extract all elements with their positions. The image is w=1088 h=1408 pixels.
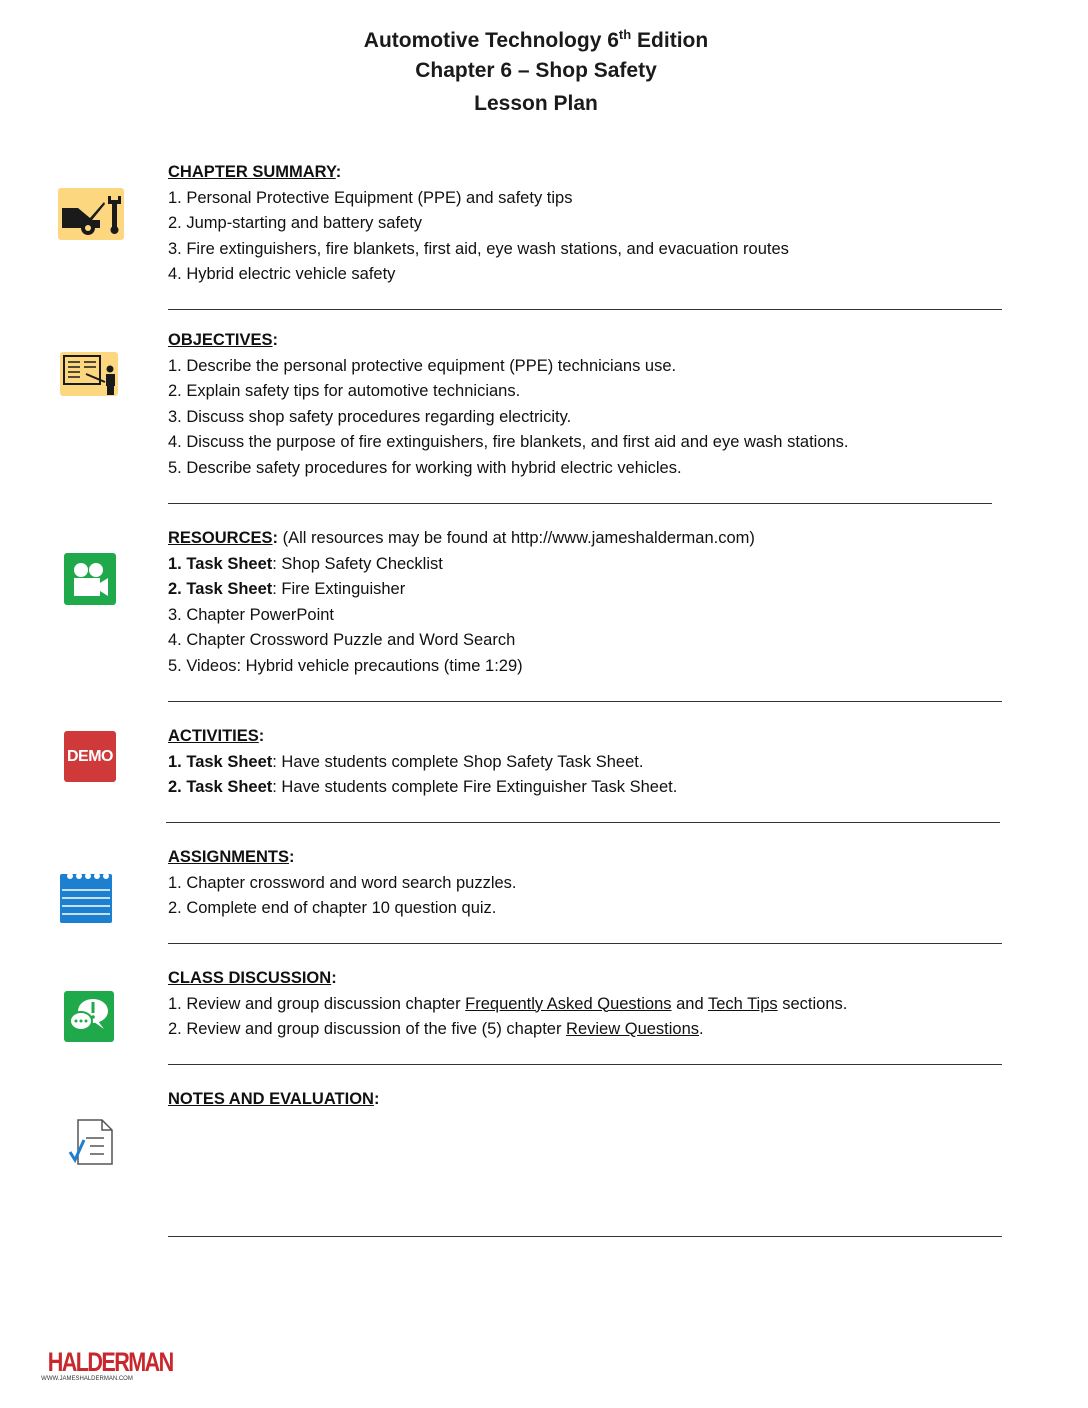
list-item: 1. Chapter crossword and word search puzzles. bbox=[168, 873, 517, 892]
section-heading: CLASS DISCUSSION bbox=[168, 969, 332, 987]
list-item: 4. Discuss the purpose of fire extinguishers, fire blankets, and first aid and eye wash stations. bbox=[168, 433, 849, 451]
title-line-1: Automotive Technology 6th Edition bbox=[363, 27, 709, 52]
divider bbox=[168, 503, 992, 504]
list-item: 4. Chapter Crossword Puzzle and Word Search bbox=[168, 631, 516, 649]
section-heading: ASSIGNMENTS bbox=[168, 848, 290, 866]
demo-icon: DEMO bbox=[64, 731, 116, 782]
list-item: 1. Describe the personal protective equipment (PPE) technicians use. bbox=[168, 356, 677, 375]
section-heading: ACTIVITIES bbox=[168, 727, 259, 745]
list-item: 5. Describe safety procedures for working with hybrid electric vehicles. bbox=[168, 458, 682, 477]
list-item: 3. Discuss shop safety procedures regarding electricity. bbox=[168, 407, 572, 426]
discussion-icon bbox=[64, 991, 114, 1042]
list-item: 5. Videos: Hybrid vehicle precautions (time 1:29) bbox=[168, 656, 523, 675]
list-item: 2. Task Sheet: Fire Extinguisher bbox=[168, 580, 406, 598]
activities-section: ACTIVITIES: 1. Task Sheet: Have students complete Shop Safety Task Sheet. 2. Task Sheet: Have students complete Fire Extinguisher Task Sheet. bbox=[168, 724, 677, 801]
list-item: 3. Fire extinguishers, fire blankets, first aid, eye wash stations, and evacuation routes bbox=[168, 239, 789, 258]
faq-link[interactable]: Frequently Asked Questions bbox=[465, 994, 672, 1013]
divider bbox=[168, 1064, 1002, 1065]
list-item: 3. Chapter PowerPoint bbox=[168, 605, 335, 624]
list-item: 1. Review and group discussion chapter Frequently Asked Questions and Tech Tips sections. bbox=[168, 994, 848, 1013]
title-line-2: Chapter 6 – Shop Safety bbox=[415, 59, 657, 82]
section-heading: OBJECTIVES bbox=[168, 331, 273, 349]
objectives-section: OBJECTIVES: 1. Describe the personal protective equipment (PPE) technicians use. 2. Explain safety tips for automotive technicians. 3. Discuss shop safety procedures regarding electricity. 4. Discuss the purpose of fire extinguishers, fire blankets, and first aid and eye wash stations. 5. Describe safety procedures for working with hybrid electric vehicles. bbox=[168, 328, 849, 481]
notepad-icon bbox=[60, 870, 112, 923]
list-item: 4. Hybrid electric vehicle safety bbox=[168, 265, 396, 283]
list-item: 2. Task Sheet: Have students complete Fire Extinguisher Task Sheet. bbox=[168, 778, 678, 796]
list-item: 2. Explain safety tips for automotive technicians. bbox=[168, 382, 521, 400]
divider bbox=[168, 943, 1002, 944]
class-discussion-section: CLASS DISCUSSION: 1. Review and group discussion chapter Frequently Asked Questions and Tech Tips sections. 2. Review and group discussion of the five (5) chapter Review Questions. bbox=[168, 966, 847, 1043]
list-item: 2. Review and group discussion of the five (5) chapter Review Questions. bbox=[168, 1020, 704, 1038]
divider bbox=[168, 309, 1002, 310]
list-item: 1. Task Sheet: Shop Safety Checklist bbox=[168, 554, 443, 573]
divider bbox=[168, 701, 1002, 702]
divider bbox=[168, 1236, 1002, 1237]
list-item: 2. Jump-starting and battery safety bbox=[168, 214, 423, 232]
list-item: 1. Personal Protective Equipment (PPE) and safety tips bbox=[168, 188, 573, 207]
notes-section: NOTES AND EVALUATION: bbox=[168, 1090, 380, 1108]
car-repair-icon bbox=[58, 188, 124, 240]
section-heading: NOTES AND EVALUATION bbox=[168, 1090, 374, 1108]
resources-section: RESOURCES: (All resources may be found at http://www.jameshalderman.com) 1. Task Sheet: Shop Safety Checklist 2. Task Sheet: Fire Extinguisher 3. Chapter PowerPoint 4. Chapter Crossword Puzzle and Word Search 5. Videos: Hybrid vehicle precautions (time 1:29) bbox=[168, 526, 755, 679]
list-item: 1. Task Sheet: Have students complete Shop Safety Task Sheet. bbox=[168, 752, 644, 771]
tech-tips-link[interactable]: Tech Tips bbox=[707, 994, 778, 1013]
assignments-section: ASSIGNMENTS: 1. Chapter crossword and word search puzzles. 2. Complete end of chapter 10 question quiz. bbox=[168, 845, 517, 922]
section-heading: CHAPTER SUMMARY bbox=[168, 163, 336, 181]
halderman-logo: HALDERMAN WWW.JAMESHALDERMAN.COM bbox=[41, 1347, 173, 1382]
presentation-icon bbox=[60, 352, 118, 396]
checklist-document-icon bbox=[68, 1118, 114, 1166]
review-questions-link[interactable]: Review Questions bbox=[566, 1020, 700, 1038]
video-camera-icon bbox=[64, 553, 116, 605]
list-item: 2. Complete end of chapter 10 question quiz. bbox=[168, 899, 497, 917]
resources-note: (All resources may be found at http://www.jameshalderman.com) bbox=[278, 529, 755, 547]
title-line-3: Lesson Plan bbox=[474, 92, 598, 115]
chapter-summary-section: CHAPTER SUMMARY: 1. Personal Protective Equipment (PPE) and safety tips 2. Jump-starting and battery safety 3. Fire extinguishers, fire blankets, first aid, eye wash stations, and evacuation routes 4. Hybrid electric vehicle safety bbox=[168, 160, 789, 288]
divider bbox=[166, 822, 1000, 823]
section-heading: RESOURCES bbox=[168, 529, 273, 547]
